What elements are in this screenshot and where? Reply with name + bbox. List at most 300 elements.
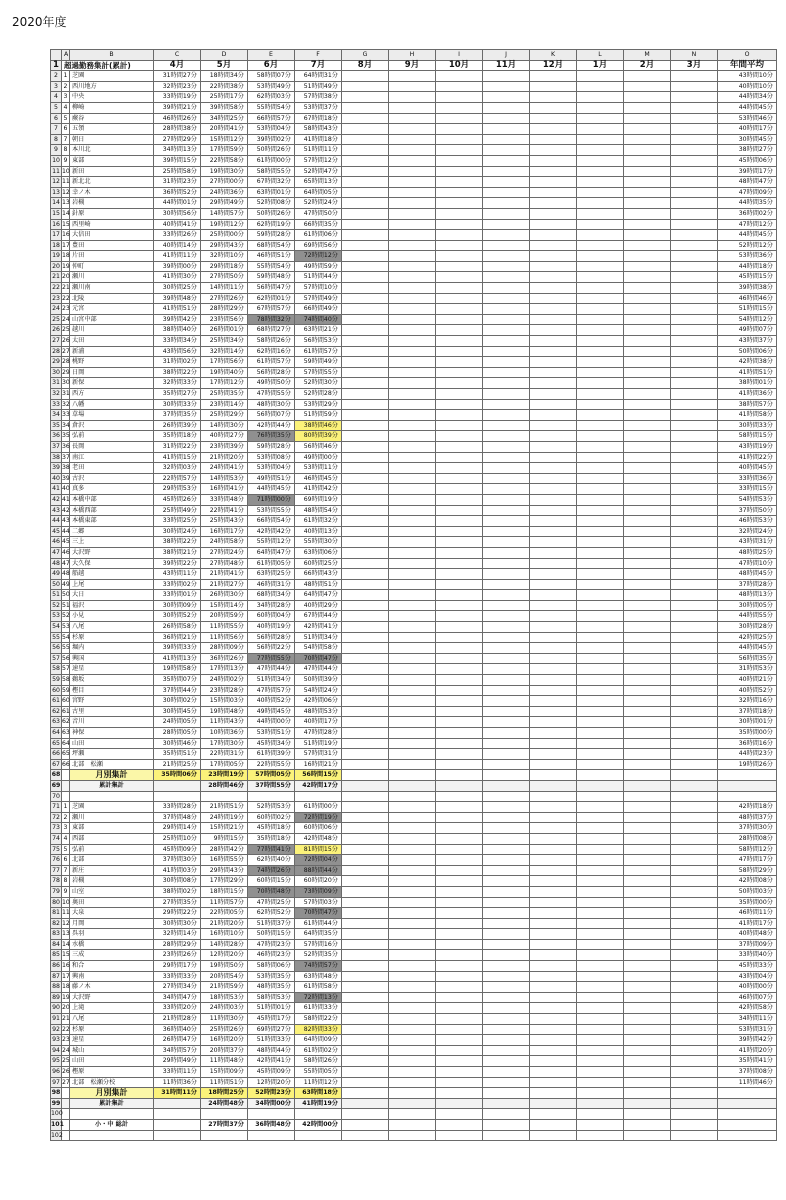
month-value: 24時間05分 bbox=[154, 717, 201, 728]
row-number: 39 bbox=[51, 463, 62, 474]
month-value: 37時間30分 bbox=[154, 855, 201, 866]
month-value: 38時間21分 bbox=[154, 547, 201, 558]
month-value: 30時間46分 bbox=[154, 738, 201, 749]
empty-cell bbox=[577, 1056, 624, 1067]
month-value: 50時間26分 bbox=[248, 208, 295, 219]
month-value: 17時間13分 bbox=[201, 664, 248, 675]
school-number: 25 bbox=[62, 325, 70, 336]
empty-cell bbox=[577, 1098, 624, 1109]
month-value: 61時間57分 bbox=[295, 346, 342, 357]
month-value: 12時間20分 bbox=[248, 1077, 295, 1088]
row-number: 44 bbox=[51, 516, 62, 527]
month-value: 53時間11分 bbox=[295, 463, 342, 474]
month-value: 18時間53分 bbox=[201, 992, 248, 1003]
month-value: 32時間33分 bbox=[154, 378, 201, 389]
empty-cell bbox=[483, 982, 530, 993]
school-number: 14 bbox=[62, 208, 70, 219]
empty-cell bbox=[342, 346, 389, 357]
month-value: 19時間12分 bbox=[201, 219, 248, 230]
empty-cell bbox=[530, 293, 577, 304]
empty-cell bbox=[436, 685, 483, 696]
empty-cell bbox=[577, 579, 624, 590]
empty-cell bbox=[577, 166, 624, 177]
month-value: 27時間48分 bbox=[201, 558, 248, 569]
school-number: 9 bbox=[62, 886, 70, 897]
month-value: 61時間44分 bbox=[295, 918, 342, 929]
empty-cell bbox=[342, 632, 389, 643]
data-row bbox=[51, 664, 777, 675]
month-value: 25時間29分 bbox=[201, 410, 248, 421]
month-value: 41時間51分 bbox=[154, 304, 201, 315]
empty-cell bbox=[436, 1035, 483, 1046]
empty-cell bbox=[530, 505, 577, 516]
row-number: 50 bbox=[51, 579, 62, 590]
row-number: 3 bbox=[51, 81, 62, 92]
month-value: 27時間35分 bbox=[154, 897, 201, 908]
empty-cell bbox=[530, 145, 577, 156]
row-number: 98 bbox=[51, 1088, 62, 1099]
month-value: 66時間57分 bbox=[248, 113, 295, 124]
month-value: 45時間18分 bbox=[248, 823, 295, 834]
school-name: 古沢 bbox=[70, 473, 154, 484]
month-value: 73時間09分 bbox=[295, 886, 342, 897]
empty-cell bbox=[671, 833, 718, 844]
month-value: 30時間09分 bbox=[154, 600, 201, 611]
row-number: 99 bbox=[51, 1098, 62, 1109]
empty-cell bbox=[342, 155, 389, 166]
empty-cell bbox=[483, 389, 530, 400]
school-name: 片田 bbox=[70, 251, 154, 262]
empty-cell bbox=[624, 463, 671, 474]
empty-cell bbox=[577, 505, 624, 516]
annual-average: 46時間11分 bbox=[718, 908, 777, 919]
month-value: 55時間54分 bbox=[248, 102, 295, 113]
month-value: 32時間10分 bbox=[201, 251, 248, 262]
empty-cell bbox=[389, 166, 436, 177]
empty-cell bbox=[436, 187, 483, 198]
month-value: 29時間53分 bbox=[154, 484, 201, 495]
school-name: 杉原 bbox=[70, 632, 154, 643]
empty-cell bbox=[624, 569, 671, 580]
empty-cell bbox=[624, 802, 671, 813]
month-value: 11時間56分 bbox=[201, 632, 248, 643]
month-value: 42時間48分 bbox=[295, 833, 342, 844]
month-value: 39時間58分 bbox=[201, 102, 248, 113]
empty-cell bbox=[671, 738, 718, 749]
empty-cell bbox=[154, 1130, 201, 1141]
sec2_monthly-value: 18時間25分 bbox=[201, 1088, 248, 1099]
month-value: 12時間20分 bbox=[201, 950, 248, 961]
empty-cell bbox=[389, 897, 436, 908]
month-value: 64時間31分 bbox=[295, 71, 342, 82]
month-value: 40時間13分 bbox=[295, 526, 342, 537]
empty-cell bbox=[624, 1067, 671, 1078]
empty-cell bbox=[436, 643, 483, 654]
data-row bbox=[51, 1014, 777, 1025]
month-value: 66時間54分 bbox=[248, 516, 295, 527]
annual-average: 38時間27分 bbox=[718, 145, 777, 156]
sec2_monthly-value: 63時間18分 bbox=[295, 1088, 342, 1099]
school-number: 20 bbox=[62, 1003, 70, 1014]
month-value: 30時間08分 bbox=[154, 876, 201, 887]
month-value: 16時間41分 bbox=[201, 484, 248, 495]
school-name: 中央 bbox=[70, 92, 154, 103]
empty-cell bbox=[577, 516, 624, 527]
empty-cell bbox=[530, 410, 577, 421]
empty-cell bbox=[62, 1088, 70, 1099]
school-number: 29 bbox=[62, 367, 70, 378]
empty-cell bbox=[436, 918, 483, 929]
empty-cell bbox=[389, 272, 436, 283]
row-number: 45 bbox=[51, 526, 62, 537]
empty-cell bbox=[624, 71, 671, 82]
empty-cell bbox=[671, 579, 718, 590]
month-value: 29時間49分 bbox=[201, 198, 248, 209]
school-number: 37 bbox=[62, 452, 70, 463]
empty-cell bbox=[530, 749, 577, 760]
empty-cell bbox=[624, 336, 671, 347]
school-number: 3 bbox=[62, 823, 70, 834]
empty-cell bbox=[483, 240, 530, 251]
month-value: 35時間27分 bbox=[154, 389, 201, 400]
month-value: 53時間08分 bbox=[248, 452, 295, 463]
empty-cell bbox=[389, 473, 436, 484]
row-number: 60 bbox=[51, 685, 62, 696]
annual-average: 34時間11分 bbox=[718, 1014, 777, 1025]
empty-cell bbox=[530, 71, 577, 82]
empty-cell bbox=[436, 367, 483, 378]
empty-cell bbox=[530, 473, 577, 484]
school-name: 山室 bbox=[70, 886, 154, 897]
data-row bbox=[51, 325, 777, 336]
empty-cell bbox=[671, 717, 718, 728]
empty-cell bbox=[624, 738, 671, 749]
empty-cell bbox=[577, 812, 624, 823]
col-letter-G: G bbox=[342, 50, 389, 61]
col-letter-B: B bbox=[70, 50, 154, 61]
school-name: 南江 bbox=[70, 452, 154, 463]
empty-cell bbox=[577, 187, 624, 198]
month-value: 29時間43分 bbox=[201, 865, 248, 876]
month-value: 56時間53分 bbox=[295, 336, 342, 347]
data-row bbox=[51, 696, 777, 707]
month-value: 23時間14分 bbox=[201, 399, 248, 410]
empty-cell bbox=[671, 961, 718, 972]
empty-cell bbox=[436, 293, 483, 304]
empty-cell bbox=[577, 420, 624, 431]
empty-cell bbox=[624, 378, 671, 389]
empty-cell bbox=[624, 749, 671, 760]
fiscal-year-title: 2020年度 bbox=[12, 15, 67, 29]
empty-cell bbox=[624, 494, 671, 505]
row-number: 79 bbox=[51, 886, 62, 897]
annual-average: 43時間37分 bbox=[718, 336, 777, 347]
annual-average: 41時間36分 bbox=[718, 389, 777, 400]
school-name: 桃野 bbox=[70, 357, 154, 368]
empty-cell bbox=[436, 177, 483, 188]
school-number: 33 bbox=[62, 410, 70, 421]
empty-cell bbox=[342, 590, 389, 601]
school-number: 12 bbox=[62, 918, 70, 929]
empty-cell bbox=[624, 346, 671, 357]
empty-cell bbox=[342, 770, 389, 781]
month-value: 56時間47分 bbox=[248, 283, 295, 294]
empty-cell bbox=[530, 886, 577, 897]
month-value: 33時間01分 bbox=[154, 590, 201, 601]
month-value: 44時間01分 bbox=[154, 198, 201, 209]
month-value: 39時間22分 bbox=[154, 558, 201, 569]
empty-cell bbox=[342, 283, 389, 294]
month-value: 11時間43分 bbox=[201, 717, 248, 728]
empty-cell bbox=[436, 547, 483, 558]
empty-cell bbox=[436, 1014, 483, 1025]
school-number: 23 bbox=[62, 304, 70, 315]
sec1_cum-value: 28時間46分 bbox=[201, 780, 248, 791]
empty-cell bbox=[671, 494, 718, 505]
empty-cell bbox=[483, 675, 530, 686]
month-value: 17時間30分 bbox=[201, 738, 248, 749]
month-value: 62時間19分 bbox=[248, 219, 295, 230]
empty-cell bbox=[389, 982, 436, 993]
empty-cell bbox=[342, 833, 389, 844]
month-value: 19時間48分 bbox=[201, 706, 248, 717]
empty-cell bbox=[342, 1119, 389, 1130]
empty-cell bbox=[671, 420, 718, 431]
empty-cell bbox=[154, 1109, 201, 1120]
month-value: 48時間51分 bbox=[295, 579, 342, 590]
data-row bbox=[51, 166, 777, 177]
empty-cell bbox=[342, 473, 389, 484]
empty-cell bbox=[530, 219, 577, 230]
col-letter-L: L bbox=[577, 50, 624, 61]
empty-cell bbox=[671, 124, 718, 135]
empty-cell bbox=[530, 124, 577, 135]
empty-cell bbox=[577, 537, 624, 548]
annual-average: 44時間45分 bbox=[718, 643, 777, 654]
row-number: 53 bbox=[51, 611, 62, 622]
empty-cell bbox=[577, 399, 624, 410]
empty-cell bbox=[530, 1077, 577, 1088]
empty-cell bbox=[389, 918, 436, 929]
col-letter-O: O bbox=[718, 50, 777, 61]
month-value: 47時間23分 bbox=[248, 939, 295, 950]
empty-cell bbox=[530, 802, 577, 813]
data-row bbox=[51, 1077, 777, 1088]
school-number: 28 bbox=[62, 357, 70, 368]
empty-cell bbox=[483, 759, 530, 770]
row-number: 72 bbox=[51, 812, 62, 823]
row-number: 85 bbox=[51, 950, 62, 961]
empty-cell bbox=[624, 929, 671, 940]
month-value: 30時間33分 bbox=[154, 399, 201, 410]
empty-cell bbox=[530, 208, 577, 219]
empty-cell bbox=[436, 897, 483, 908]
data-row bbox=[51, 463, 777, 474]
empty-cell bbox=[530, 675, 577, 686]
month-value: 61時間06分 bbox=[295, 230, 342, 241]
empty-cell bbox=[671, 929, 718, 940]
empty-cell bbox=[483, 833, 530, 844]
empty-cell bbox=[624, 992, 671, 1003]
empty-cell bbox=[436, 208, 483, 219]
month-value: 78時間32分 bbox=[248, 314, 295, 325]
row-number: 57 bbox=[51, 653, 62, 664]
empty-cell bbox=[671, 844, 718, 855]
empty-cell bbox=[577, 71, 624, 82]
empty-cell bbox=[154, 1098, 201, 1109]
annual-average: 50時間03分 bbox=[718, 886, 777, 897]
empty-cell bbox=[671, 749, 718, 760]
school-number: 39 bbox=[62, 473, 70, 484]
empty-cell bbox=[483, 155, 530, 166]
empty-cell bbox=[342, 166, 389, 177]
empty-cell bbox=[624, 696, 671, 707]
empty-cell bbox=[389, 1098, 436, 1109]
annual-average: 47時間10分 bbox=[718, 558, 777, 569]
annual-average: 47時間17分 bbox=[718, 855, 777, 866]
empty-cell bbox=[154, 780, 201, 791]
month-header: 1月 bbox=[577, 60, 624, 71]
empty-cell bbox=[436, 283, 483, 294]
empty-cell bbox=[624, 939, 671, 950]
school-number: 43 bbox=[62, 516, 70, 527]
school-number: 36 bbox=[62, 441, 70, 452]
empty-cell bbox=[530, 537, 577, 548]
empty-cell bbox=[624, 664, 671, 675]
month-value: 49時間50分 bbox=[248, 378, 295, 389]
empty-cell bbox=[483, 187, 530, 198]
annual-average-header: 年間平均 bbox=[718, 60, 777, 71]
month-value: 52時間24分 bbox=[295, 198, 342, 209]
empty-cell bbox=[389, 632, 436, 643]
annual-average: 53時間31分 bbox=[718, 1024, 777, 1035]
month-value: 82時間33分 bbox=[295, 1024, 342, 1035]
empty-cell bbox=[624, 1119, 671, 1130]
month-value: 64時間47分 bbox=[248, 547, 295, 558]
empty-cell bbox=[389, 357, 436, 368]
annual-average: 42時間58分 bbox=[718, 1003, 777, 1014]
month-value: 69時間19分 bbox=[295, 494, 342, 505]
month-value: 61時間05分 bbox=[248, 558, 295, 569]
month-value: 44時間45分 bbox=[248, 484, 295, 495]
annual-average: 11時間46分 bbox=[718, 1077, 777, 1088]
month-value: 55時間54分 bbox=[248, 261, 295, 272]
school-number: 10 bbox=[62, 897, 70, 908]
empty-cell bbox=[671, 982, 718, 993]
month-value: 69時間56分 bbox=[295, 240, 342, 251]
month-value: 31時間02分 bbox=[154, 357, 201, 368]
school-name: 豊田 bbox=[70, 240, 154, 251]
empty-cell bbox=[342, 187, 389, 198]
month-value: 70時間47分 bbox=[295, 653, 342, 664]
row-number: 62 bbox=[51, 706, 62, 717]
empty-cell bbox=[577, 876, 624, 887]
annual-average: 37時間18分 bbox=[718, 706, 777, 717]
month-value: 22時間55分 bbox=[248, 759, 295, 770]
empty-cell bbox=[342, 558, 389, 569]
empty-cell bbox=[483, 844, 530, 855]
month-value: 36時間26分 bbox=[201, 653, 248, 664]
empty-cell bbox=[436, 346, 483, 357]
annual-average: 33時間36分 bbox=[718, 473, 777, 484]
empty-cell bbox=[624, 505, 671, 516]
month-value: 26時間01分 bbox=[201, 325, 248, 336]
month-value: 27時間24分 bbox=[201, 547, 248, 558]
empty-cell bbox=[342, 876, 389, 887]
empty-cell bbox=[483, 431, 530, 442]
empty-cell bbox=[530, 1003, 577, 1014]
month-value: 21時間25分 bbox=[154, 759, 201, 770]
empty-cell bbox=[624, 971, 671, 982]
month-value: 51時間11分 bbox=[295, 145, 342, 156]
empty-cell bbox=[389, 844, 436, 855]
empty-cell bbox=[671, 1024, 718, 1035]
month-value: 36時間40分 bbox=[154, 1024, 201, 1035]
school-number: 44 bbox=[62, 526, 70, 537]
month-value: 60時間06分 bbox=[295, 823, 342, 834]
month-value: 61時間00分 bbox=[295, 802, 342, 813]
empty-cell bbox=[624, 579, 671, 590]
school-name: 上尾 bbox=[70, 579, 154, 590]
empty-cell bbox=[530, 823, 577, 834]
empty-cell bbox=[342, 675, 389, 686]
school-name: 興国 bbox=[70, 653, 154, 664]
empty-cell bbox=[577, 219, 624, 230]
school-number: 10 bbox=[62, 166, 70, 177]
empty-cell bbox=[342, 1014, 389, 1025]
empty-cell bbox=[436, 590, 483, 601]
empty-cell bbox=[342, 1077, 389, 1088]
row-number: 56 bbox=[51, 643, 62, 654]
annual-average: 42時間38分 bbox=[718, 357, 777, 368]
row-number: 91 bbox=[51, 1014, 62, 1025]
empty-cell bbox=[671, 1067, 718, 1078]
data-row bbox=[51, 865, 777, 876]
sec1_cum-value: 42時間17分 bbox=[295, 780, 342, 791]
school-number: 49 bbox=[62, 579, 70, 590]
annual-average: 48時間13分 bbox=[718, 590, 777, 601]
school-name: 西方 bbox=[70, 389, 154, 400]
empty-cell bbox=[577, 759, 624, 770]
school-name: 西川地方 bbox=[70, 81, 154, 92]
empty-cell bbox=[671, 759, 718, 770]
month-value: 22時間05分 bbox=[201, 908, 248, 919]
empty-cell bbox=[342, 717, 389, 728]
school-name: 弘前 bbox=[70, 844, 154, 855]
school-name: 瀬川南 bbox=[70, 283, 154, 294]
empty-cell bbox=[530, 420, 577, 431]
month-header: 2月 bbox=[624, 60, 671, 71]
month-value: 35時間18分 bbox=[248, 833, 295, 844]
empty-cell bbox=[389, 516, 436, 527]
empty-cell bbox=[342, 918, 389, 929]
empty-cell bbox=[342, 685, 389, 696]
data-row bbox=[51, 1035, 777, 1046]
school-number: 63 bbox=[62, 728, 70, 739]
school-name: 大沢野 bbox=[70, 547, 154, 558]
annual-average: 35時間00分 bbox=[718, 728, 777, 739]
row-number: 10 bbox=[51, 155, 62, 166]
data-row bbox=[51, 706, 777, 717]
school-name: 大沢野 bbox=[70, 992, 154, 1003]
row-number: 73 bbox=[51, 823, 62, 834]
row-number: 49 bbox=[51, 569, 62, 580]
empty-cell bbox=[530, 558, 577, 569]
school-name: 元宮 bbox=[70, 304, 154, 315]
empty-cell bbox=[483, 484, 530, 495]
empty-cell bbox=[342, 706, 389, 717]
annual-average: 32時間24分 bbox=[718, 526, 777, 537]
